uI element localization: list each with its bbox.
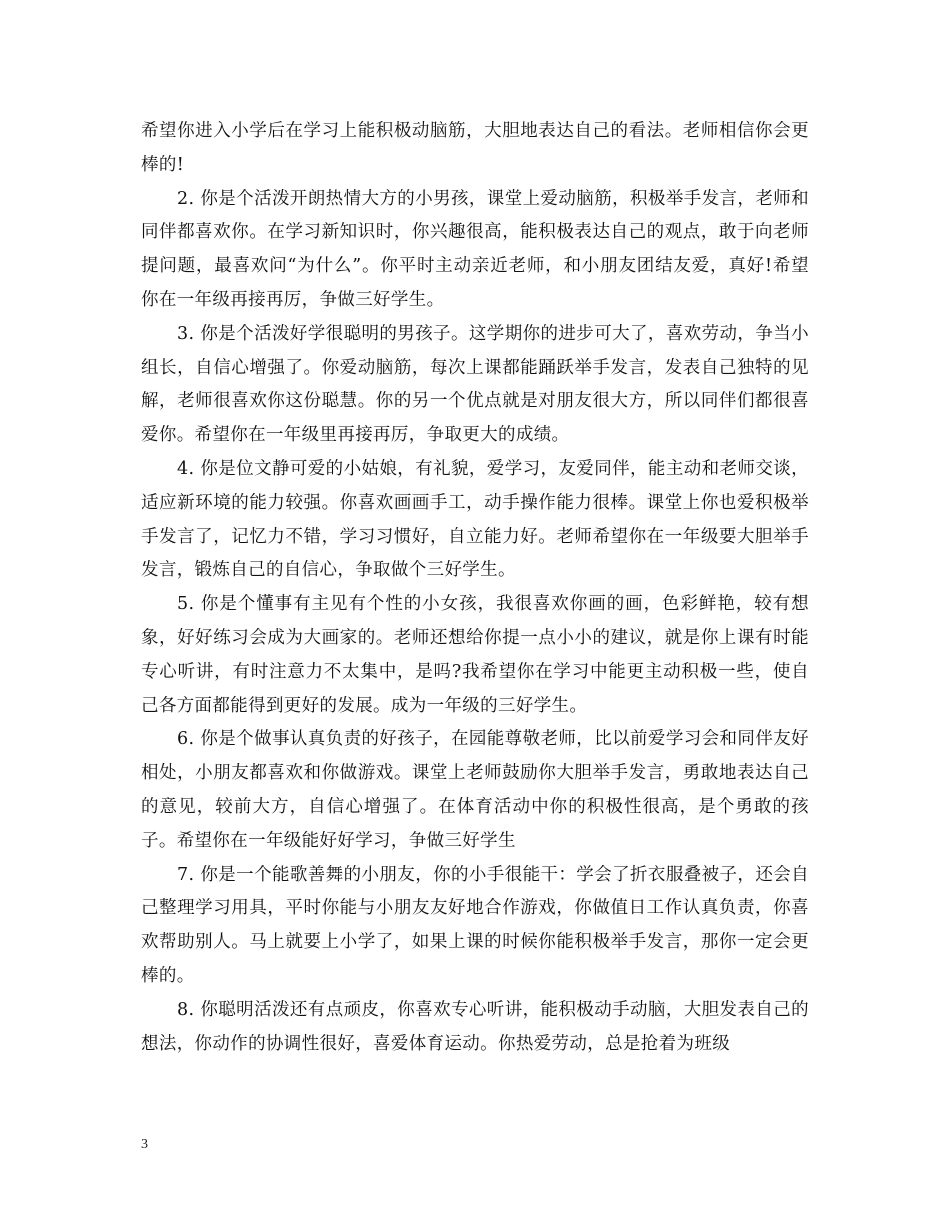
page-number: 3 [141, 1137, 148, 1152]
paragraph-item-8: 8. 你聪明活泼还有点顽皮，你喜欢专心听讲，能积极动手动脑，大胆发表自己的想法，你动作的协调性很好，喜爱体育运动。你热爱劳动，总是抢着为班级 [141, 999, 809, 1054]
paragraph-item-4: 4. 你是位文静可爱的小姑娘，有礼貌，爱学习，友爱同伴，能主动和老师交谈，适应新环境的能力较强。你喜欢画画手工，动手操作能力很棒。课堂上你也爱积极举手发言了，记忆力不错，学习习惯好，自立能力好。老师希望你在一年级要大胆举手发言，锻炼自己的自信心，争取做个三好学生。 [141, 458, 809, 581]
paragraph-item-7: 7. 你是一个能歌善舞的小朋友，你的小手很能干：学会了折衣服叠被子，还会自己整理学习用具，平时你能与小朋友友好地合作游戏，你做值日工作认真负责，你喜欢帮助别人。马上就要上小学了，如果上课的时候你能积极举手发言，那你一定会更棒的。 [141, 864, 809, 986]
paragraph-item-3: 3. 你是个活泼好学很聪明的男孩子。这学期你的进步可大了，喜欢劳动，争当小组长，自信心增强了。你爱动脑筋，每次上课都能踊跃举手发言，发表自己独特的见解，老师很喜欢你这份聪慧。你的另一个优点就是对朋友很大方，所以同伴们都很喜爱你。希望你在一年级里再接再厉，争取更大的成绩。 [141, 323, 809, 446]
paragraph-item-6: 6. 你是个做事认真负责的好孩子，在园能尊敬老师，比以前爱学习会和同伴友好相处，小朋友都喜欢和你做游戏。课堂上老师鼓励你大胆举手发言，勇敢地表达自己的意见，较前大方，自信心增强了。在体育活动中你的积极性很高，是个勇敢的孩子。希望你在一年级能好好学习，争做三好学生 [141, 729, 809, 851]
paragraph-item-2: 2. 你是个活泼开朗热情大方的小男孩，课堂上爱动脑筋，积极举手发言，老师和同伴都喜欢你。在学习新知识时，你兴趣很高，能积极表达自己的观点，敢于向老师提问题，最喜欢问“为什么”。你平时主动亲近老师，和小朋友团结友爱，真好!希望你在一年级再接再厉，争做三好学生。 [141, 188, 809, 310]
document-body [141, 115, 809, 1061]
paragraph-item-5: 5. 你是个懂事有主见有个性的小女孩，我很喜欢你画的画，色彩鲜艳，较有想象，好好练习会成为大画家的。老师还想给你提一点小小的建议，就是你上课有时能专心听讲，有时注意力不太集中，是吗?我希望你在学习中能更主动积极一些，使自己各方面都能得到更好的发展。成为一年级的三好学生。 [141, 594, 809, 716]
paragraph-continuation: 希望你进入小学后在学习上能积极动脑筋，大胆地表达自己的看法。老师相信你会更棒的! [141, 121, 809, 175]
